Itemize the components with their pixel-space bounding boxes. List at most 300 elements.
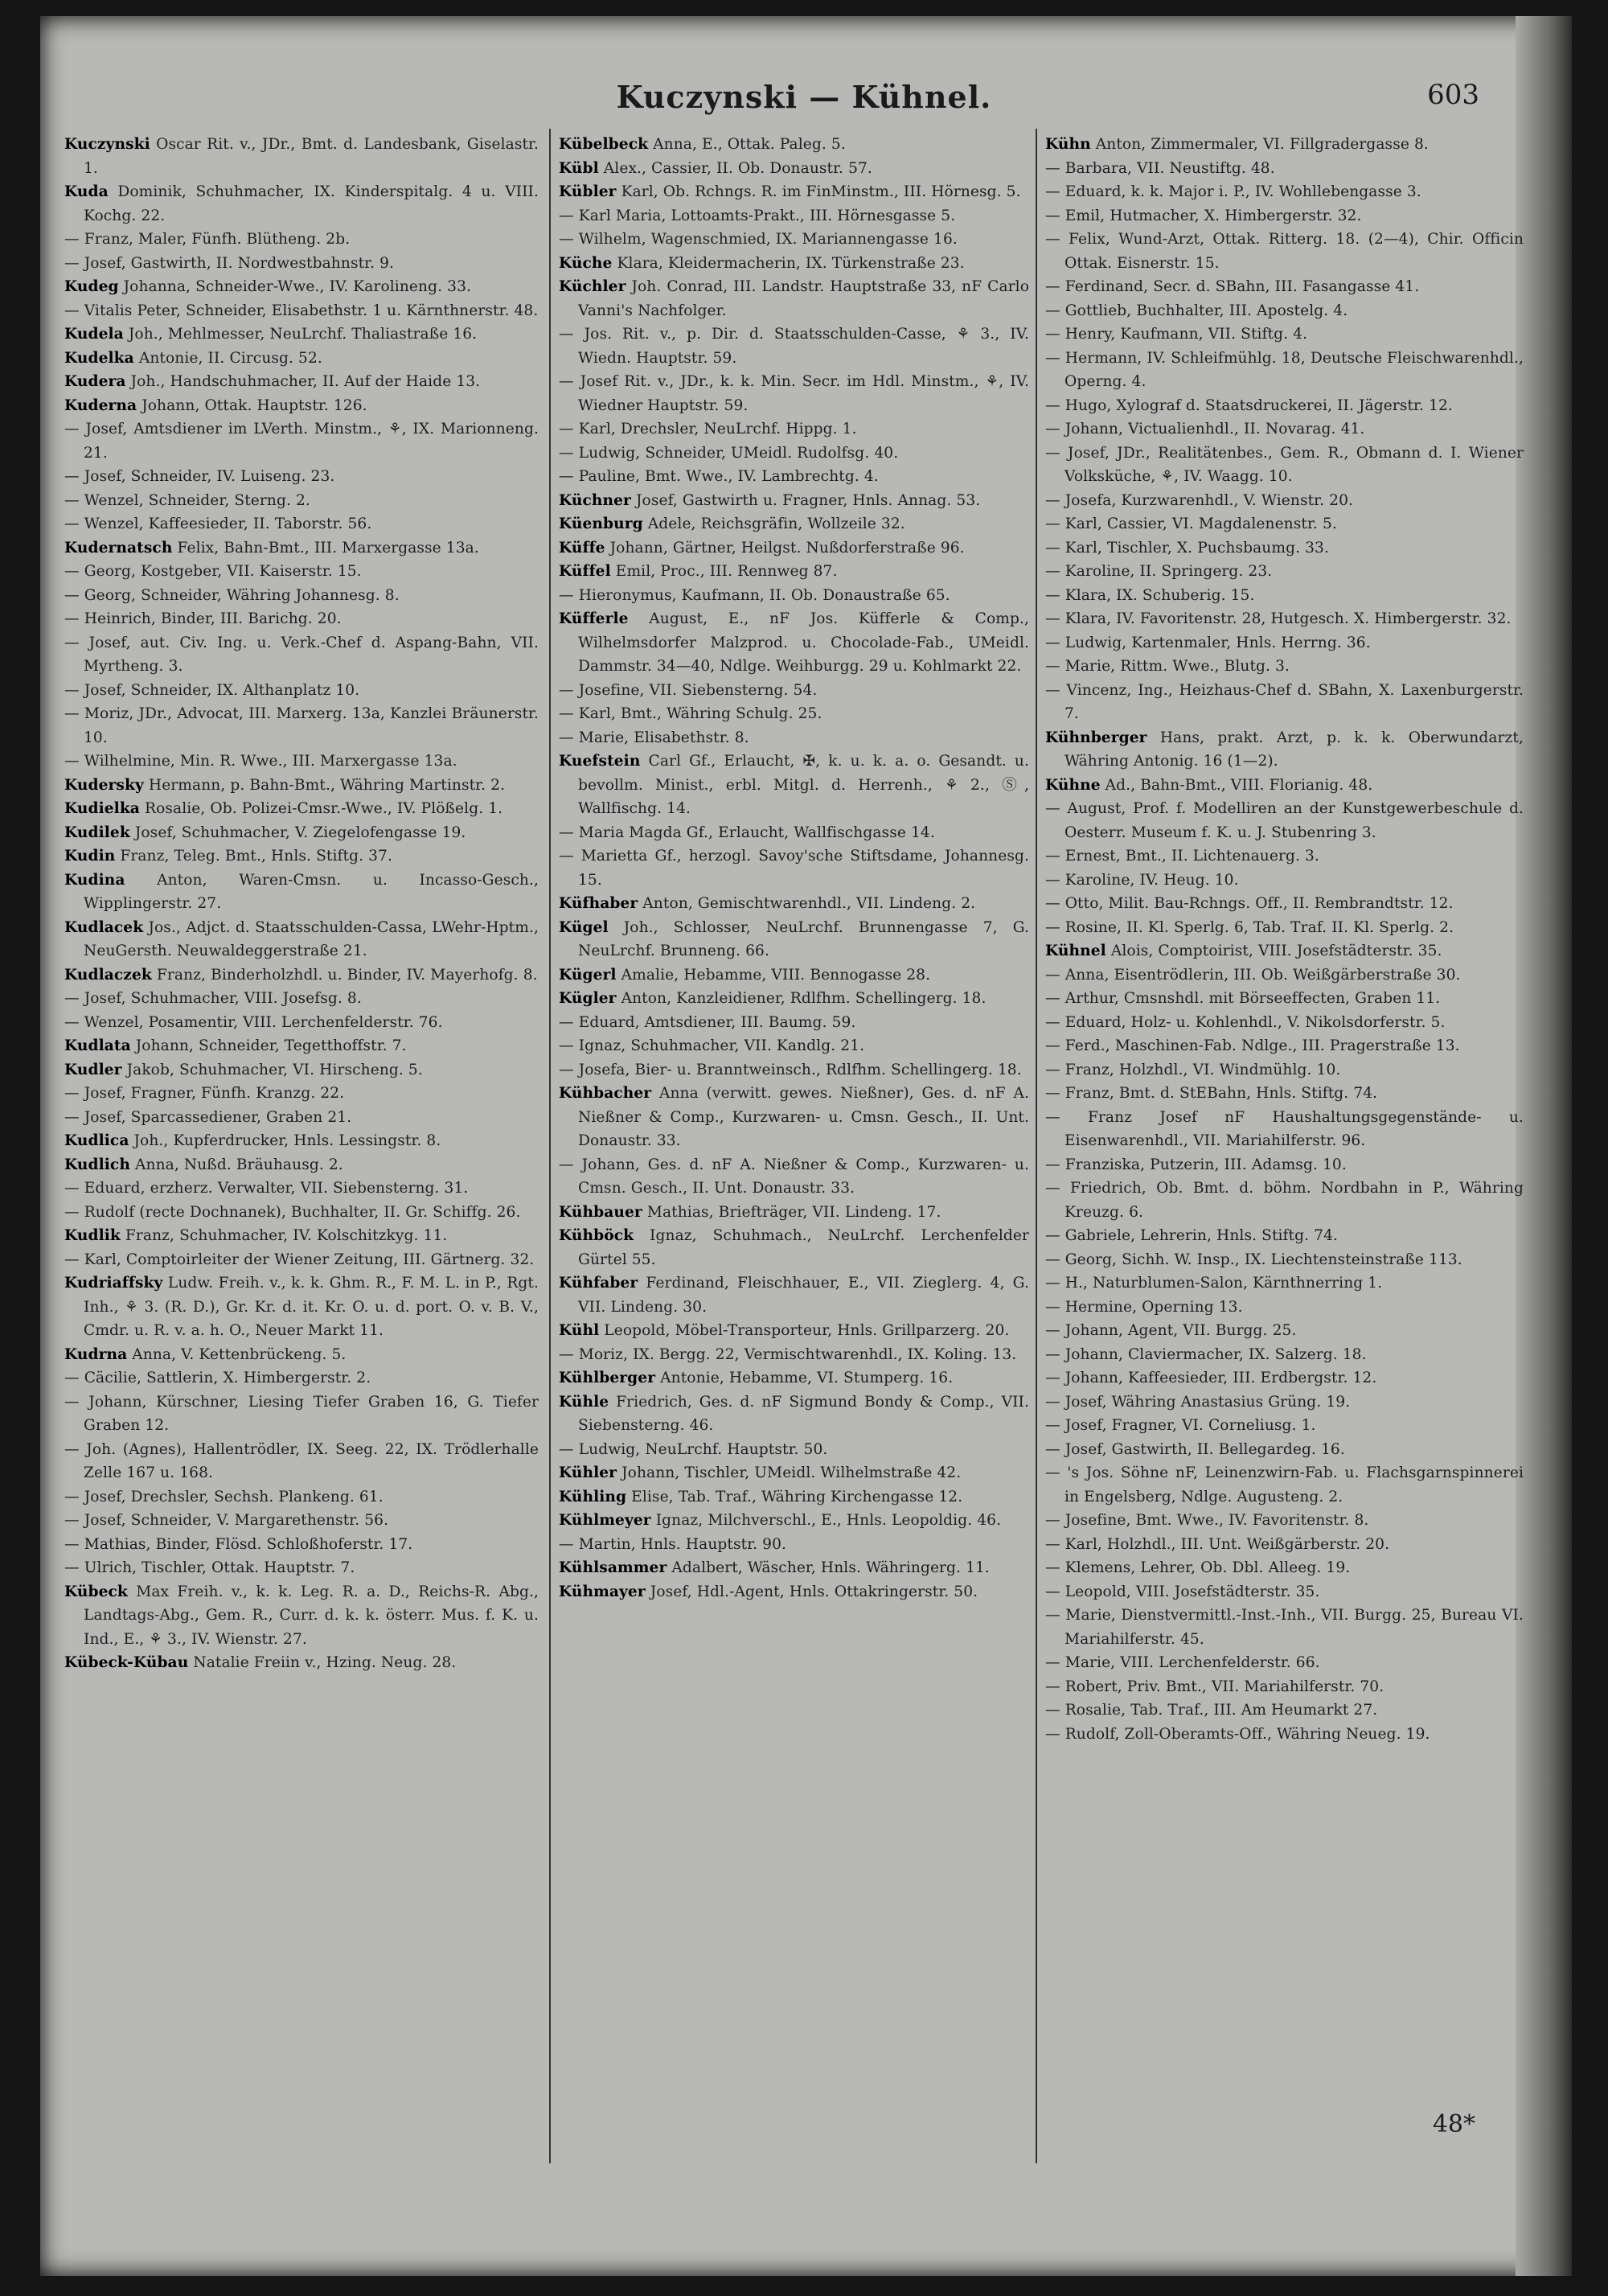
entry-text: — Josef Rit. v., JDr., k. k. Min. Secr. im Hdl. Minstm., ⚘, IV. Wiedner Hauptstr. 59. xyxy=(559,373,1029,414)
column-1 xyxy=(64,133,539,2159)
directory-entry xyxy=(64,1082,539,1106)
entry-text: — Marie, VIII. Lerchenfelderstr. 66. xyxy=(1045,1654,1320,1671)
entry-text: — Eduard, erzherz. Verwalter, VII. Siebensterng. 31. xyxy=(64,1180,469,1197)
directory-entry xyxy=(64,679,539,703)
entry-text: — Karl, Comptoirleiter der Wiener Zeitung, III. Gärtnerg. 32. xyxy=(64,1251,535,1268)
book-gutter xyxy=(1516,16,1572,2276)
column-3 xyxy=(1045,133,1524,2159)
entry-surname: Kuczynski xyxy=(64,136,150,153)
entry-surname: Kudina xyxy=(64,871,125,889)
entry-text: Ignaz, Milchverschl., E., Hnls. Leopoldig. 46. xyxy=(655,1512,1002,1529)
directory-entry xyxy=(64,1058,539,1082)
directory-entry xyxy=(559,1461,1029,1485)
directory-entry xyxy=(1045,774,1524,798)
entry-text: — Georg, Sichh. W. Insp., IX. Liechtensteinstraße 113. xyxy=(1045,1251,1462,1268)
entry-text: — Ludwig, Schneider, UMeidl. Rudolfsg. 40. xyxy=(559,444,899,462)
entry-text: — Karoline, II. Springerg. 23. xyxy=(1045,563,1273,580)
entry-text: — Mathias, Binder, Flösd. Schloßhoferstr. 17. xyxy=(64,1535,413,1553)
directory-entry xyxy=(64,1201,539,1225)
entry-text: — Arthur, Cmsnshdl. mit Börseeffecten, Graben 11. xyxy=(1045,990,1441,1007)
entry-text: Adele, Reichsgräfin, Wollzeile 32. xyxy=(647,515,905,532)
directory-entry xyxy=(64,1390,539,1438)
directory-entry xyxy=(64,821,539,845)
directory-entry xyxy=(1045,489,1524,513)
entry-text: — Karl, Cassier, VI. Magdalenenstr. 5. xyxy=(1045,515,1337,532)
entry-text: — Ferdinand, Secr. d. SBahn, III. Fasangasse 41. xyxy=(1045,278,1420,295)
directory-entry xyxy=(64,252,539,276)
directory-entry xyxy=(64,631,539,679)
directory-entry xyxy=(559,1580,1029,1604)
entry-text: Friedrich, Ges. d. nF Sigmund Bondy & Comp., VII. Siebensterng. 46. xyxy=(578,1393,1029,1434)
entry-text: — Josef, Fragner, VI. Corneliusg. 1. xyxy=(1045,1417,1316,1434)
entry-text: — Moriz, JDr., Advocat, III. Marxerg. 13a, Kanzlei Bräunerstr. 10. xyxy=(64,705,539,746)
entry-text: — Karoline, IV. Heug. 10. xyxy=(1045,871,1239,889)
directory-entry xyxy=(559,916,1029,963)
directory-entry xyxy=(1045,1604,1524,1651)
entry-text: Johanna, Schneider-Wwe., IV. Karolineng. 33. xyxy=(123,278,472,295)
entry-text: — Karl, Drechsler, NeuLrchf. Hippg. 1. xyxy=(559,421,857,437)
entry-surname: Kudriaffsky xyxy=(64,1275,163,1292)
entry-surname: Kudela xyxy=(64,326,124,343)
entry-text: Anton, Kanzleidiener, Rdlfhm. Schellingerg. 18. xyxy=(621,990,987,1007)
entry-surname: Küffel xyxy=(559,563,611,580)
directory-entry xyxy=(559,180,1029,204)
directory-entry xyxy=(1045,655,1524,679)
entry-text: Joh., Handschuhmacher, II. Auf der Haide 13. xyxy=(130,373,481,390)
directory-entry xyxy=(64,299,539,323)
entry-text: — H., Naturblumen-Salon, Kärnthnerring 1. xyxy=(1045,1275,1383,1292)
directory-entry xyxy=(64,228,539,252)
directory-entry xyxy=(64,1177,539,1201)
entry-surname: Kudlik xyxy=(64,1227,121,1244)
directory-entry xyxy=(559,1082,1029,1153)
entry-text: — Hermann, IV. Schleifmühlg. 18, Deutsche Fleischwarenhdl., Operng. 4. xyxy=(1045,349,1524,390)
entry-surname: Küchler xyxy=(559,278,626,295)
entry-surname: Küenburg xyxy=(559,515,643,532)
entry-text: — Josef, Drechsler, Sechsh. Plankeng. 61. xyxy=(64,1488,384,1505)
directory-entry xyxy=(559,1485,1029,1509)
directory-entry xyxy=(559,512,1029,536)
entry-text: — Josef, Gastwirth, II. Nordwestbahnstr. 9. xyxy=(64,254,395,272)
entry-surname: Kügerl xyxy=(559,966,617,984)
entry-surname: Kudersky xyxy=(64,776,144,794)
entry-surname: Kuderna xyxy=(64,396,137,414)
entry-text: — Karl, Bmt., Währing Schulg. 25. xyxy=(559,705,822,722)
entry-text: — Klara, IX. Schuberig. 15. xyxy=(1045,586,1255,604)
entry-text: — Wilhelm, Wagenschmied, IX. Mariannengasse 16. xyxy=(559,231,958,248)
entry-text: Dominik, Schuhmacher, IX. Kinderspitalg. 4 u. VIII. Kochg. 22. xyxy=(84,183,539,224)
entry-text: — Johann, Claviermacher, IX. Salzerg. 18. xyxy=(1045,1345,1367,1363)
entry-text: — Georg, Schneider, Währing Johannesg. 8. xyxy=(64,586,400,604)
entry-text: — Eduard, k. k. Major i. P., IV. Wohllebengasse 3. xyxy=(1045,183,1421,200)
directory-entry xyxy=(1045,299,1524,323)
directory-entry xyxy=(1045,536,1524,561)
directory-entry xyxy=(64,489,539,513)
directory-entry xyxy=(1045,797,1524,844)
entry-surname: Küffe xyxy=(559,539,605,557)
entry-text: — Franz, Holzhdl., VI. Windmühlg. 10. xyxy=(1045,1061,1341,1078)
entry-text: Alex., Cassier, II. Ob. Donaustr. 57. xyxy=(603,159,872,177)
directory-entry xyxy=(559,1034,1029,1058)
entry-text: — Martin, Hnls. Hauptstr. 90. xyxy=(559,1535,787,1553)
entry-text: — Wilhelmine, Min. R. Wwe., III. Marxergasse 13a. xyxy=(64,753,457,770)
directory-entry xyxy=(1045,1390,1524,1415)
entry-surname: Kudlaczek xyxy=(64,966,152,984)
entry-text: — Leopold, VIII. Josefstädterstr. 35. xyxy=(1045,1583,1320,1600)
entry-text: Ad., Bahn-Bmt., VIII. Florianig. 48. xyxy=(1105,776,1373,794)
entry-text: Johann, Schneider, Tegetthoffstr. 7. xyxy=(135,1037,407,1054)
directory-entry xyxy=(64,797,539,821)
column-2 xyxy=(559,133,1029,2159)
entry-text: — Josef, Sparcassediener, Graben 21. xyxy=(64,1108,352,1126)
entry-text: Rosalie, Ob. Polizei-Cmsr.-Wwe., IV. Plößelg. 1. xyxy=(144,800,503,817)
entry-text: Karl, Ob. Rchngs. R. im FinMinstm., III. Hörnesg. 5. xyxy=(621,183,1021,200)
entry-surname: Kühler xyxy=(559,1464,617,1481)
entry-text: Franz, Binderholzhdl. u. Binder, IV. Mayerhofg. 8. xyxy=(156,966,538,984)
directory-entry xyxy=(64,987,539,1011)
directory-entry xyxy=(559,417,1029,442)
directory-entry xyxy=(1045,963,1524,988)
entry-text: August, E., nF Jos. Küfferle & Comp., Wilhelmsdorfer Malzprod. u. Chocolade-Fab., UMeidl. Dammstr. 34—40, Ndlge. Weihburgg. 29 u. Kohlmarkt 22. xyxy=(578,610,1029,675)
directory-entry xyxy=(1045,726,1524,774)
entry-text: — Josefine, Bmt. Wwe., IV. Favoritenstr. 8. xyxy=(1045,1512,1369,1529)
entry-text: — Barbara, VII. Neustiftg. 48. xyxy=(1045,159,1275,177)
directory-entry xyxy=(1045,394,1524,418)
directory-entry xyxy=(1045,1058,1524,1082)
running-title: Kuczynski — Kühnel. xyxy=(616,79,992,115)
entry-text: — Rosalie, Tab. Traf., III. Am Heumarkt 27. xyxy=(1045,1702,1378,1719)
entry-text: — Karl Maria, Lottoamts-Prakt., III. Hörnesgasse 5. xyxy=(559,207,956,224)
entry-surname: Kühmayer xyxy=(559,1583,646,1600)
entry-text: — Hermine, Operning 13. xyxy=(1045,1298,1243,1316)
entry-surname: Kudrna xyxy=(64,1345,128,1363)
entry-surname: Kühlberger xyxy=(559,1370,656,1386)
entry-text: Natalie Freiin v., Hzing. Neug. 28. xyxy=(193,1654,457,1671)
entry-text: — Franz, Bmt. d. StEBahn, Hnls. Stiftg. 74. xyxy=(1045,1085,1378,1102)
entry-surname: Kudernatsch xyxy=(64,539,173,557)
directory-entry xyxy=(1045,512,1524,536)
entry-text: — Ulrich, Tischler, Ottak. Hauptstr. 7. xyxy=(64,1559,355,1576)
entry-text: — Wenzel, Schneider, Sterng. 2. xyxy=(64,491,310,509)
entry-text: — Ignaz, Schuhmacher, VII. Kandlg. 21. xyxy=(559,1037,865,1054)
entry-text: Adalbert, Wäscher, Hnls. Währingerg. 11. xyxy=(671,1559,990,1576)
entry-text: Joh., Schlosser, NeuLrchf. Brunnengasse 7, G. NeuLrchf. Brunneng. 66. xyxy=(578,918,1029,959)
directory-entry xyxy=(559,607,1029,679)
directory-entry xyxy=(1045,1509,1524,1533)
entry-surname: Kübeck xyxy=(64,1583,128,1600)
directory-entry xyxy=(64,1224,539,1248)
entry-text: — Hugo, Xylograf d. Staatsdruckerei, II. Jägerstr. 12. xyxy=(1045,396,1453,414)
directory-entry xyxy=(559,1390,1029,1438)
entry-text: Anton, Zimmermaler, VI. Fillgradergasse 8. xyxy=(1095,136,1429,153)
directory-entry xyxy=(64,1034,539,1058)
entry-text: Jakob, Schuhmacher, VI. Hirscheng. 5. xyxy=(126,1061,423,1078)
directory-entry xyxy=(559,726,1029,750)
entry-text: Anna, E., Ottak. Paleg. 5. xyxy=(653,136,846,153)
directory-entry xyxy=(1045,1011,1524,1035)
directory-entry xyxy=(559,157,1029,181)
directory-entry xyxy=(1045,1248,1524,1272)
entry-text: — Josef, Amtsdiener im LVerth. Minstm., ⚘, IX. Marionneng. 21. xyxy=(64,421,539,462)
directory-entry xyxy=(559,821,1029,845)
directory-entry xyxy=(559,536,1029,561)
entry-surname: Kudielka xyxy=(64,800,140,817)
directory-entry xyxy=(64,536,539,561)
directory-entry xyxy=(1045,916,1524,940)
entry-surname: Kudler xyxy=(64,1061,122,1078)
entry-text: Franz, Teleg. Bmt., Hnls. Stiftg. 37. xyxy=(120,848,392,865)
entry-surname: Kuefstein xyxy=(559,753,641,770)
directory-entry xyxy=(1045,679,1524,726)
entry-surname: Küfferle xyxy=(559,610,629,627)
directory-entry xyxy=(559,204,1029,228)
entry-text: — Emil, Hutmacher, X. Himbergerstr. 32. xyxy=(1045,207,1362,224)
entry-text: — Anna, Eisentrödlerin, III. Ob. Weißgärberstraße 30. xyxy=(1045,966,1461,984)
entry-list xyxy=(559,133,1029,1604)
directory-entry xyxy=(64,1651,539,1675)
entry-text: — Wenzel, Kaffeesieder, II. Taborstr. 56. xyxy=(64,515,372,532)
entry-surname: Kühfaber xyxy=(559,1275,638,1292)
entry-text: Anton, Gemischtwarenhdl., VII. Lindeng. 2. xyxy=(642,895,976,912)
entry-list xyxy=(64,133,539,1675)
directory-entry xyxy=(64,963,539,988)
directory-entry xyxy=(559,1011,1029,1035)
directory-entry xyxy=(1045,1580,1524,1604)
entry-text: Max Freih. v., k. k. Leg. R. a. D., Reichs-R. Abg., Landtags-Abg., Gem. R., Curr. d. k. k. österr. Mus. f. K. u. Ind., E., ⚘ 3., IV. Wienstr. 27. xyxy=(84,1583,539,1648)
directory-entry xyxy=(1045,1343,1524,1367)
directory-entry xyxy=(559,963,1029,988)
entry-text: — Friedrich, Ob. Bmt. d. böhm. Nordbahn in P., Währing Kreuzg. 6. xyxy=(1045,1180,1524,1221)
directory-entry xyxy=(64,774,539,798)
directory-entry xyxy=(1045,1723,1524,1747)
directory-entry xyxy=(64,584,539,608)
directory-entry xyxy=(559,489,1029,513)
entry-text: — Karl, Holzhdl., III. Unt. Weißgärberstr. 20. xyxy=(1045,1535,1390,1553)
directory-entry xyxy=(559,892,1029,916)
directory-entry xyxy=(64,1509,539,1533)
directory-entry xyxy=(1045,987,1524,1011)
directory-entry xyxy=(559,1201,1029,1225)
directory-entry xyxy=(64,1153,539,1177)
directory-entry xyxy=(1045,1082,1524,1106)
entry-text: — Felix, Wund-Arzt, Ottak. Ritterg. 18. (2—4), Chir. Officin Ottak. Eisnerstr. 15. xyxy=(1045,231,1524,272)
directory-entry xyxy=(64,180,539,228)
directory-entry xyxy=(64,1485,539,1509)
directory-entry xyxy=(559,1153,1029,1201)
directory-entry xyxy=(64,1011,539,1035)
directory-entry xyxy=(64,607,539,631)
entry-text: — Otto, Milit. Bau-Rchngs. Off., II. Rembrandtstr. 12. xyxy=(1045,895,1454,912)
directory-entry xyxy=(1045,1438,1524,1462)
directory-entry xyxy=(559,1319,1029,1343)
directory-entry xyxy=(1045,1153,1524,1177)
entry-text: — Hieronymus, Kaufmann, II. Ob. Donaustraße 65. xyxy=(559,586,950,604)
entry-surname: Küfhaber xyxy=(559,895,638,912)
directory-entry xyxy=(559,702,1029,726)
entry-surname: Kühbacher xyxy=(559,1085,652,1102)
directory-entry xyxy=(64,275,539,299)
directory-entry xyxy=(64,702,539,750)
entry-surname: Kudin xyxy=(64,848,116,865)
entry-text: Josef, Hdl.-Agent, Hnls. Ottakringerstr. 50. xyxy=(650,1583,978,1600)
entry-text: Anna, V. Kettenbrückeng. 5. xyxy=(132,1345,347,1363)
entry-text: — Moriz, IX. Bergg. 22, Vermischtwarenhdl., IX. Koling. 13. xyxy=(559,1345,1017,1363)
entry-text: — Vincenz, Ing., Heizhaus-Chef d. SBahn, X. Laxenburgerstr. 7. xyxy=(1045,681,1524,722)
entry-text: Mathias, Briefträger, VII. Lindeng. 17. xyxy=(646,1203,941,1221)
directory-entry xyxy=(559,1343,1029,1367)
directory-entry xyxy=(559,1438,1029,1462)
directory-entry xyxy=(559,133,1029,157)
directory-entry xyxy=(64,394,539,418)
entry-text: — Ludwig, NeuLrchf. Hauptstr. 50. xyxy=(559,1440,828,1458)
directory-entry xyxy=(559,370,1029,417)
directory-entry xyxy=(64,869,539,916)
entry-text: Hermann, p. Bahn-Bmt., Währing Martinstr. 2. xyxy=(148,776,506,794)
directory-entry xyxy=(559,1533,1029,1557)
entry-surname: Kühling xyxy=(559,1488,627,1505)
directory-entry xyxy=(64,1580,539,1652)
entry-text: Emil, Proc., III. Rennweg 87. xyxy=(615,563,838,580)
entry-text: — Rudolf (recte Dochnanek), Buchhalter, II. Gr. Schiffg. 26. xyxy=(64,1203,521,1221)
directory-entry xyxy=(1045,1224,1524,1248)
entry-text: — Georg, Kostgeber, VII. Kaiserstr. 15. xyxy=(64,563,362,580)
directory-page xyxy=(40,16,1572,2276)
directory-entry xyxy=(64,750,539,774)
directory-entry xyxy=(559,584,1029,608)
directory-entry xyxy=(64,1438,539,1485)
directory-entry xyxy=(559,442,1029,466)
entry-text: — Cäcilie, Sattlerin, X. Himbergerstr. 2. xyxy=(64,1370,371,1386)
entry-text: Antonie, Hebamme, VI. Stumperg. 16. xyxy=(660,1370,954,1386)
entry-text: Ludw. Freih. v., k. k. Ghm. R., F. M. L. in P., Rgt. Inh., ⚘ 3. (R. D.), Gr. Kr. d. it. Kr. O. u. d. port. O. v. B. V., Cmdr. u. R. v. a. h. O., Neuer Markt 11. xyxy=(84,1275,539,1339)
entry-text: Amalie, Hebamme, VIII. Bennogasse 28. xyxy=(621,966,931,984)
entry-surname: Kühlmeyer xyxy=(559,1512,651,1529)
directory-entry xyxy=(64,417,539,465)
entry-surname: Kühböck xyxy=(559,1227,634,1244)
entry-text: — Klemens, Lehrer, Ob. Dbl. Alleeg. 19. xyxy=(1045,1559,1351,1576)
directory-entry xyxy=(64,465,539,489)
directory-entry xyxy=(64,1366,539,1390)
directory-entry xyxy=(64,916,539,963)
entry-text: Elise, Tab. Traf., Währing Kirchengasse 12. xyxy=(631,1488,963,1505)
entry-text: — Maria Magda Gf., Erlaucht, Wallfischgasse 14. xyxy=(559,824,935,841)
directory-entry xyxy=(64,560,539,584)
entry-text: — Marie, Rittm. Wwe., Blutg. 3. xyxy=(1045,658,1290,675)
entry-text: — Gottlieb, Buchhalter, III. Apostelg. 4. xyxy=(1045,302,1348,319)
directory-entry xyxy=(1045,157,1524,181)
entry-surname: Kudera xyxy=(64,373,126,390)
entry-text: — Johann, Kaffeesieder, III. Erdbergstr. 12. xyxy=(1045,1370,1377,1386)
entry-surname: Kübler xyxy=(559,183,617,200)
entry-text: Leopold, Möbel-Transporteur, Hnls. Grillparzerg. 20. xyxy=(604,1322,1010,1339)
directory-entry xyxy=(1045,133,1524,157)
directory-entry xyxy=(1045,442,1524,489)
directory-entry xyxy=(64,347,539,371)
directory-entry xyxy=(1045,844,1524,869)
entry-surname: Kudelka xyxy=(64,349,134,367)
entry-text: — Franziska, Putzerin, III. Adamsg. 10. xyxy=(1045,1156,1347,1173)
entry-text: — Wenzel, Posamentir, VIII. Lerchenfelderstr. 76. xyxy=(64,1013,443,1031)
entry-text: Carl Gf., Erlaucht, ✠, k. u. k. a. o. Gesandt. u. bevollm. Minist., erbl. Mitgl. d. Herrenh., ⚘ 2., Ⓢ, Wallfischg. 14. xyxy=(578,753,1029,817)
directory-entry xyxy=(559,1556,1029,1580)
directory-entry xyxy=(559,1509,1029,1533)
directory-entry xyxy=(64,512,539,536)
directory-entry xyxy=(559,322,1029,370)
directory-entry xyxy=(64,133,539,180)
directory-entry xyxy=(559,252,1029,276)
entry-text: Anton, Waren-Cmsn. u. Incasso-Gesch., Wipplingerstr. 27. xyxy=(84,871,539,912)
directory-entry xyxy=(559,1366,1029,1390)
entry-text: — Josef, Schuhmacher, VIII. Josefsg. 8. xyxy=(64,990,362,1007)
entry-text: — Ludwig, Kartenmaler, Hnls. Herrng. 36. xyxy=(1045,634,1371,651)
entry-text: — Josef, Schneider, V. Margarethenstr. 56. xyxy=(64,1512,389,1529)
directory-entry xyxy=(1045,1106,1524,1153)
entry-text: — Johann, Victualienhdl., II. Novarag. 41. xyxy=(1045,421,1365,437)
directory-entry xyxy=(1045,1366,1524,1390)
entry-text: — Johann, Ges. d. nF A. Nießner & Comp., Kurzwaren- u. Cmsn. Gesch., II. Unt. Donaustr. 33. xyxy=(559,1156,1029,1197)
directory-entry xyxy=(64,1106,539,1130)
directory-entry xyxy=(1045,1461,1524,1509)
entry-text: — Josef, Fragner, Fünfh. Kranzg. 22. xyxy=(64,1085,345,1102)
entry-text: — Henry, Kaufmann, VII. Stiftg. 4. xyxy=(1045,326,1308,343)
entry-text: — 's Jos. Söhne nF, Leinenzwirn-Fab. u. Flachsgarnspinnerei in Engelsberg, Ndlge. Augusteng. 2. xyxy=(1045,1464,1524,1505)
entry-text: — Rudolf, Zoll-Oberamts-Off., Währing Neueg. 19. xyxy=(1045,1725,1430,1743)
entry-text: Anna, Nußd. Bräuhausg. 2. xyxy=(134,1156,343,1173)
directory-entry xyxy=(64,1343,539,1367)
directory-entry xyxy=(64,370,539,394)
directory-entry xyxy=(1045,1034,1524,1058)
directory-entry xyxy=(559,750,1029,821)
directory-entry xyxy=(1045,1698,1524,1723)
entry-text: Klara, Kleidermacherin, IX. Türkenstraße 23. xyxy=(617,254,965,272)
entry-text: Joh. Conrad, III. Landstr. Hauptstraße 33, nF Carlo Vanni's Nachfolger. xyxy=(578,278,1029,319)
entry-surname: Kühne xyxy=(1045,776,1101,794)
entry-surname: Kühlsammer xyxy=(559,1559,667,1576)
directory-entry xyxy=(1045,892,1524,916)
entry-text: Oscar Rit. v., JDr., Bmt. d. Landesbank, Giselastr. 1. xyxy=(84,136,539,177)
entry-text: — Rosine, II. Kl. Sperlg. 6, Tab. Traf. II. Kl. Sperlg. 2. xyxy=(1045,918,1454,936)
directory-entry xyxy=(1045,275,1524,299)
entry-text: — Jos. Rit. v., p. Dir. d. Staatsschulden-Casse, ⚘ 3., IV. Wiedn. Hauptstr. 59. xyxy=(559,326,1029,367)
directory-entry xyxy=(1045,631,1524,655)
entry-text: — Josef, Schneider, IV. Luiseng. 23. xyxy=(64,468,335,485)
directory-entry xyxy=(1045,1319,1524,1343)
entry-text: Ferdinand, Fleischhauer, E., VII. Zieglerg. 4, G. VII. Lindeng. 30. xyxy=(578,1275,1029,1316)
entry-surname: Kübeck-Kübau xyxy=(64,1654,189,1671)
directory-entry xyxy=(64,1248,539,1272)
entry-surname: Kühl xyxy=(559,1322,600,1339)
entry-text: — Joh. (Agnes), Hallentrödler, IX. Seeg. 22, IX. Trödlerhalle Zelle 167 u. 168. xyxy=(64,1440,539,1481)
column-rule xyxy=(1036,129,1037,2163)
directory-entry xyxy=(1045,1414,1524,1438)
entry-text: — Josef, Währing Anastasius Grüng. 19. xyxy=(1045,1393,1351,1411)
entry-surname: Kügler xyxy=(559,990,617,1007)
directory-entry xyxy=(559,1271,1029,1319)
entry-surname: Kühnberger xyxy=(1045,729,1147,746)
entry-surname: Kügel xyxy=(559,918,609,936)
directory-entry xyxy=(559,560,1029,584)
entry-text: Joh., Mehlmesser, NeuLrchf. Thaliastraße 16. xyxy=(128,326,478,343)
directory-entry xyxy=(64,1129,539,1153)
directory-entry xyxy=(1045,1177,1524,1224)
entry-text: Antonie, II. Circusg. 52. xyxy=(138,349,322,367)
entry-surname: Küche xyxy=(559,254,613,272)
entry-surname: Kübl xyxy=(559,159,599,177)
directory-entry xyxy=(1045,228,1524,275)
directory-entry xyxy=(1045,1651,1524,1675)
entry-text: — Johann, Agent, VII. Burgg. 25. xyxy=(1045,1322,1297,1339)
entry-surname: Kudilek xyxy=(64,824,130,841)
